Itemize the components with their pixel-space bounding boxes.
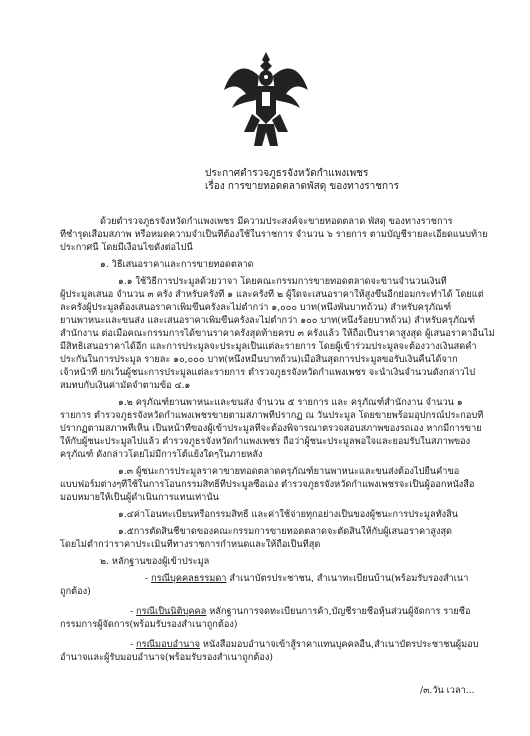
body-line: ถูกต้อง) [60, 586, 91, 597]
body-line: ประกันในการประมูล รายละ ๑๐,๐๐๐ บาท(หนึ่งหมื่นบาทถ้วน)เมื่อสิ้นสุดการประมูลขอรับเงินคืนได้จาก [60, 354, 458, 365]
page-continuation: /๓.วัน เวลา... [420, 685, 475, 696]
garuda-emblem-icon [222, 50, 310, 148]
body-line: ๑.๔ค่าโอนทะเบียนหรือกรรมสิทธิ์ และค่าใช้จ่ายทุกอย่างเป็นของผู้ชนะการประมูลทั้งสิ้น [118, 509, 459, 520]
body-line: ละครั้งผู้ประมูลต้องเสนอราคาเพิ่มขึ้นครั้งละไม่ต่ำกว่า ๑,๐๐๐ บาท(หนึ่งพันบาทถ้วน) สำหรับครุภัณฑ์ [60, 302, 452, 313]
body-line: โดยไม่ต่ำกว่าราคาประเมินที่ทางราชการกำหนดและให้ถือเป็นที่สุด [60, 539, 321, 550]
body-line: ที่ชำรุดเสื่อมสภาพ หรือหมดความจำเป็นที่ต้องใช้ในราชการ จำนวน ๖ รายการ ตามบัญชีรายละเอียดแนบท้าย [60, 229, 488, 240]
body-line: ยานพาหนะและขนส่ง และเสนอราคาเพิ่มขึ้นครั้งละไม่ต่ำกว่า ๑๐๐ บาท(หนึ่งร้อยบาทถ้วน) สำหรับครุภัณฑ์ [60, 315, 476, 326]
evidence-item: - กรณีบุคคลธรรมดา สำเนาบัตรประชาชน, สำเนาทะเบียนบ้าน(พร้อมรับรองสำเนา [145, 573, 469, 584]
evidence-item: - กรณีมอบอำนาจ หนังสือมอบอำนาจเข้าสู้ราคาแทนบุคคลอื่น,สำเนาบัตรประชาชนผู้มอบ [130, 639, 479, 650]
evidence-detail: สำเนาบัตรประชาชน, สำเนาทะเบียนบ้าน(พร้อมรับรองสำเนา [226, 573, 469, 584]
section-heading: ๑. วิธีเสนอราคาและการขายทอดตลาด [100, 259, 254, 270]
body-line: แบบฟอร์มต่างๆที่ใช้ในการโอนกรรมสิทธิ์ที่ประมูลซื้อเอง ตำรวจภูธรจังหวัดกำแพงเพชรจะเป็นผู้ออกหนังสือ [60, 479, 475, 490]
body-line: ปรากฏตามสภาพที่เห็น เป็นหน้าที่ของผู้เข้าประมูลที่จะต้องพิจารณาตรวจสอบสภาพของรถเอง หากมีการขาย [60, 423, 482, 434]
body-line: ๑.๓ ผู้ชนะการประมูลราคาขายทอดตลาดครุภัณฑ์ยานพาหนะและขนส่งต้องไปยื่นคำขอ [118, 466, 460, 477]
section-heading: ๒. หลักฐานของผู้เข้าประมูล [100, 556, 210, 567]
evidence-type-individual: กรณีบุคคลธรรมดา [151, 573, 227, 584]
evidence-detail: หลักฐานการจดทะเบียนการค้า,บัญชีรายชื่อหุ้นส่วนผู้จัดการ รายชื่อ [206, 606, 471, 617]
body-line: กรรมการผู้จัดการ(พร้อมรับรองสำเนาถูกต้อง) [60, 619, 238, 630]
body-line: สำนักงาน ต่อเมื่อคณะกรรมการได้ขานราคาครั้งสุดท้ายครบ ๓ ครั้งแล้ว ให้ถือเป็นราคาสูงสุด ผู้เสนอราคาอื่นไม่ [60, 328, 495, 339]
body-line: มีสิทธิเสนอราคาได้อีก และการประมูลจะประมูลเป็นแต่ละรายการ โดยผู้เข้าร่วมประมูลจะต้องวางเงินสดค้ำ [60, 341, 477, 352]
announcement-subject: เรื่อง การขายทอดตลาดพัสดุ ของทางราชการ [205, 181, 400, 192]
evidence-detail: หนังสือมอบอำนาจเข้าสู้ราคาแทนบุคคลอื่น,สำเนาบัตรประชาชนผู้มอบ [199, 639, 479, 650]
body-line: รายการ ตำรวจภูธรจังหวัดกำแพงเพชรขายตามสภาพที่ปรากฏ ณ วันประมูล โดยขายพร้อมอุปกรณ์ประกอบที่ [60, 410, 484, 421]
body-line: อำนาจและผู้รับมอบอำนาจ(พร้อมรับรองสำเนาถูกต้อง) [60, 652, 273, 663]
body-line: สมทบกับเงินค่ามัดจำตามข้อ ๔.๑ [60, 380, 191, 391]
body-line: ประกาศนี้ โดยมีเงื่อนไขดังต่อไปนี้ [60, 242, 193, 253]
evidence-item: - กรณีเป็นนิติบุคคล หลักฐานการจดทะเบียนการค้า,บัญชีรายชื่อหุ้นส่วนผู้จัดการ รายชื่อ [130, 606, 471, 617]
body-line: เจ้าหน้าที่ ยกเว้นผู้ชนะการประมูลแต่ละรายการ ตำรวจภูธรจังหวัดกำแพงเพชร จะนำเงินจำนวนดังกล่าวไป [60, 367, 476, 378]
body-line: ให้กับผู้ชนะประมูลไปแล้ว ตำรวจภูธรจังหวัดกำแพงเพชร ถือว่าผู้ชนะประมูลพอใจและยอมรับในสภาพของ [60, 436, 471, 447]
body-line: ด้วยตำรวจภูธรจังหวัดกำแพงเพชร มีความประสงค์จะขายทอดตลาด พัสดุ ของทางราชการ [100, 216, 453, 227]
body-line: ๑.๑ ใช้วิธีการประมูลด้วยวาจา โดยคณะกรรมการขายทอดตลาดจะขานจำนวนเงินที่ [118, 276, 447, 287]
evidence-type-juristic: กรณีเป็นนิติบุคคล [136, 606, 207, 617]
body-line: ครุภัณฑ์ ดังกล่าวโดยไม่มีการโต้แย้งใดๆในภายหลัง [60, 449, 263, 460]
evidence-type-proxy: กรณีมอบอำนาจ [136, 639, 200, 650]
body-line: ๑.๕การตัดสินชี้ขาดของคณะกรรมการขายทอดตลาดจะตัดสินให้กับผู้เสนอราคาสูงสุด [118, 526, 453, 537]
body-line: ผู้ประมูลเสนอ จำนวน ๓ ครั้ง สำหรับครั้งที่ ๑ และครั้งที่ ๒ ผู้ใดจะเสนอราคาให้สูงขึ้นอีกย่อมกระทำได้ โดยแต่ [60, 289, 484, 300]
body-line: ๑.๒ ครุภัณฑ์ยานพาหนะและขนส่ง จำนวน ๕ รายการ และ ครุภัณฑ์สำนักงาน จำนวน ๑ [118, 397, 463, 408]
body-line: มอบหมายให้เป็นผู้ดำเนินการแทนเท่านั้น [60, 492, 219, 503]
announcement-title: ประกาศตำรวจภูธรจังหวัดกำแพงเพชร [205, 168, 369, 179]
